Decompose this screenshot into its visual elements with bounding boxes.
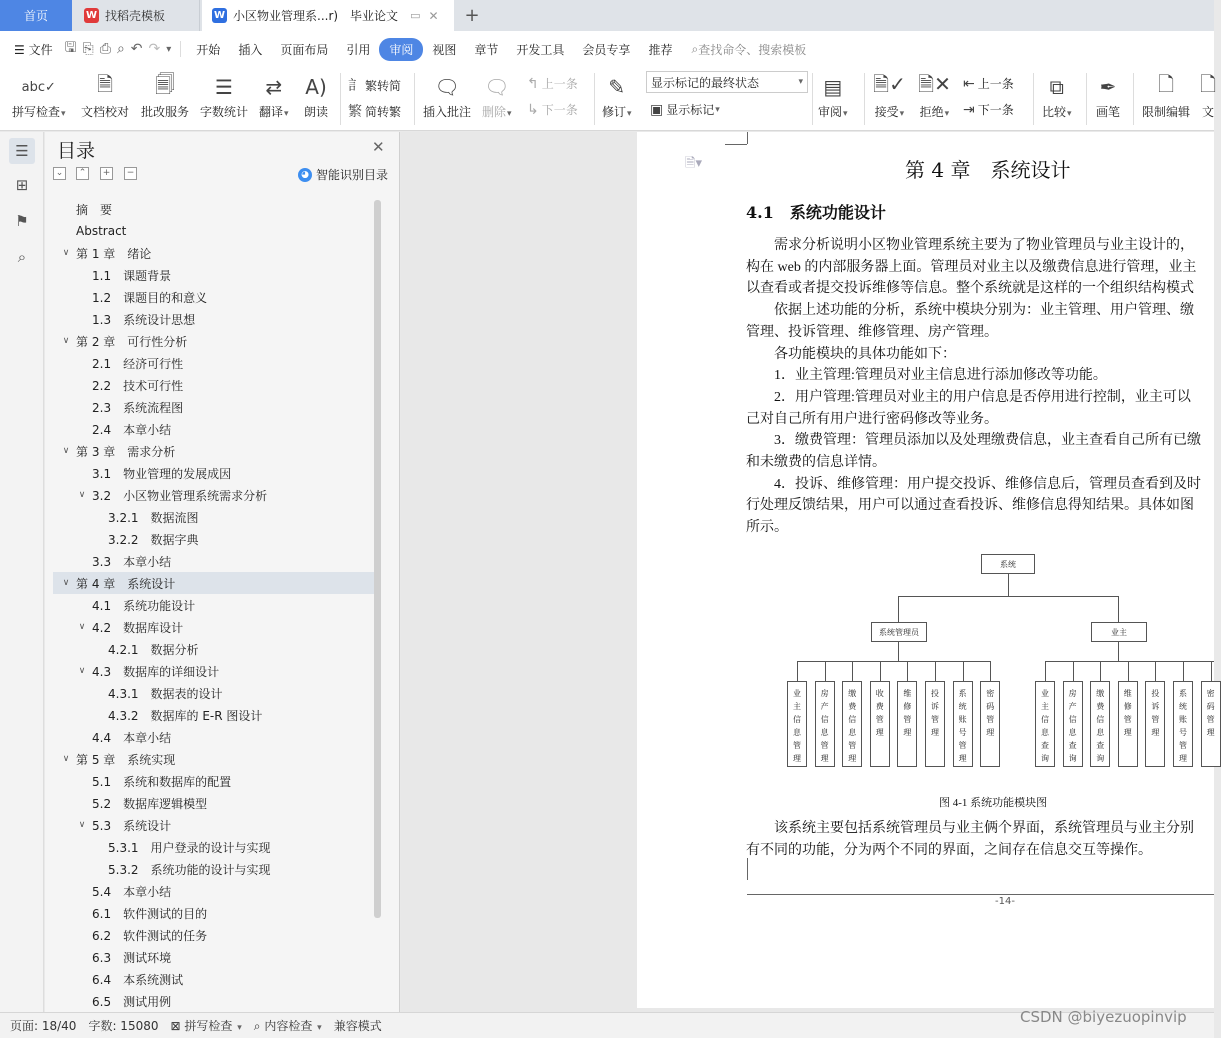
chevron-down-icon[interactable]: ∨ bbox=[78, 666, 86, 676]
restrict-edit-label: 限制编辑 bbox=[1142, 105, 1191, 119]
toc-item[interactable] bbox=[53, 572, 375, 594]
search-icon: ⌕ bbox=[691, 41, 699, 56]
review-ribbon bbox=[0, 67, 1217, 131]
next-comment-label: 下一条 bbox=[541, 103, 578, 117]
toc-item[interactable] bbox=[53, 264, 375, 286]
toc-item[interactable] bbox=[53, 748, 375, 770]
toc-item[interactable] bbox=[53, 616, 375, 638]
undo-icon[interactable]: ↶ bbox=[130, 41, 143, 57]
toc-panel bbox=[45, 132, 400, 1012]
diagram-connector bbox=[1183, 661, 1184, 681]
body-line: 依据上述功能的分析，系统中模块分别为：业主管理、用户管理、缴 bbox=[746, 303, 1194, 319]
diagram-connector bbox=[1100, 661, 1101, 681]
trad-to-simp-icon: 訁 bbox=[348, 78, 362, 94]
collapse-all-icon[interactable]: ⌄ bbox=[53, 167, 66, 180]
toc-list bbox=[53, 198, 375, 1010]
toc-item-label: 3.3 本章小结 bbox=[92, 554, 172, 569]
body-line: 构在 web 的内部服务器上面。管理员对业主以及缴费信息进行管理，业主 bbox=[746, 259, 1197, 275]
toc-item-label: 4.3 数据库的详细设计 bbox=[92, 664, 220, 679]
toc-item[interactable] bbox=[53, 902, 375, 924]
translate-icon: ⇄ bbox=[265, 75, 283, 99]
toc-item-label: 4.3.1 数据表的设计 bbox=[108, 686, 223, 701]
toc-item[interactable] bbox=[53, 374, 375, 396]
chevron-down-icon[interactable]: ∨ bbox=[62, 336, 70, 346]
smart-toc-button[interactable] bbox=[298, 166, 388, 183]
content-check-status[interactable]: ⌕ 内容检查 ▾ bbox=[253, 1019, 322, 1033]
toc-item[interactable] bbox=[53, 858, 375, 880]
spellcheck-status[interactable]: ⊠ 拼写检查 ▾ bbox=[170, 1019, 242, 1033]
toc-item-label: Abstract bbox=[76, 224, 127, 238]
body-line: 1．业主管理:管理员对业主信息进行添加修改等功能。 bbox=[746, 368, 1107, 384]
toc-item-label: 5.3.2 系统功能的设计与实现 bbox=[108, 862, 271, 877]
toc-item[interactable] bbox=[53, 880, 375, 902]
toc-item-label: 3.2.1 数据流图 bbox=[108, 510, 199, 525]
diagram-owner-node: 业主 bbox=[1091, 622, 1147, 642]
simp-to-trad-button[interactable] bbox=[348, 101, 401, 121]
body-line: 管理、投诉管理、维修管理、房产管理。 bbox=[746, 324, 998, 340]
ribbon-divider bbox=[864, 73, 865, 125]
figure-caption: 图 4-1 系统功能模块图 bbox=[939, 797, 1048, 809]
watermark: CSDN @biyezuopinvip bbox=[1020, 1008, 1187, 1026]
toc-item-label: 4.2 数据库设计 bbox=[92, 620, 184, 635]
toc-item-label: 6.2 软件测试的任务 bbox=[92, 928, 208, 943]
menu-item[interactable]: 推荐 bbox=[648, 42, 673, 57]
file-menu[interactable] bbox=[0, 41, 62, 58]
diagram-leaf-node: 房 产 信 息 管 理 bbox=[815, 681, 835, 767]
menu-item[interactable]: 会员专享 bbox=[582, 42, 631, 57]
chevron-down-icon[interactable]: ∨ bbox=[78, 622, 86, 632]
content-check-icon: ⌕ bbox=[253, 1019, 261, 1033]
toc-item-label: 5.2 数据库逻辑模型 bbox=[92, 796, 208, 811]
chevron-down-icon[interactable]: ∨ bbox=[62, 446, 70, 456]
remove-heading-icon[interactable]: − bbox=[124, 167, 137, 180]
page-number: -14- bbox=[995, 896, 1015, 907]
simp-to-trad-label: 简转繁 bbox=[365, 104, 402, 119]
trad-to-simp-button[interactable] bbox=[348, 75, 401, 95]
diagram-leaf-node: 业 主 信 息 查 询 bbox=[1035, 681, 1055, 767]
toc-item-label: 1.1 课题背景 bbox=[92, 268, 172, 283]
body-line: 行处理反馈结果，用户可以通过查看投诉、维修信息得知结果。具体如图 bbox=[746, 498, 1194, 514]
document-page[interactable] bbox=[637, 132, 1214, 1008]
menu-bar bbox=[0, 31, 1214, 67]
trad-to-simp-label: 繁转简 bbox=[365, 78, 402, 93]
menu-item[interactable]: 引用 bbox=[346, 42, 371, 57]
search-box[interactable] bbox=[691, 41, 806, 58]
review-label: 审阅 bbox=[818, 105, 843, 119]
comment-delete-icon: 🗨 bbox=[484, 75, 510, 99]
chevron-down-icon[interactable]: ∨ bbox=[62, 754, 70, 764]
tab-document[interactable] bbox=[202, 0, 454, 31]
diagram-leaf-node: 业 主 信 息 管 理 bbox=[787, 681, 807, 767]
diagram-connector bbox=[898, 596, 899, 622]
smart-toc-label: 智能识别目录 bbox=[316, 168, 389, 182]
tab-template-label: 找稻壳模板 bbox=[105, 9, 166, 23]
diagram-connector bbox=[1118, 596, 1119, 622]
prev-comment-icon: ↰ bbox=[527, 75, 539, 92]
diagram-connector bbox=[880, 661, 881, 681]
show-markup-button[interactable]: ▣ 显示标记 ▾ bbox=[650, 101, 720, 118]
speaker-icon: A) bbox=[305, 75, 327, 99]
ribbon-divider bbox=[1033, 73, 1034, 125]
track-changes-label: 修订 bbox=[602, 105, 627, 119]
translate-button[interactable]: ⇄ 翻译▾ bbox=[259, 71, 289, 120]
toc-item[interactable] bbox=[53, 220, 375, 242]
menu-item[interactable]: 开始 bbox=[196, 42, 221, 57]
toc-item[interactable] bbox=[53, 704, 375, 726]
chapter-title: 第 4 章 系统设计 bbox=[905, 158, 1071, 182]
review-pane-icon: ▤ bbox=[823, 75, 843, 99]
monitor-icon[interactable]: ▭ bbox=[410, 9, 421, 22]
diagram-connector bbox=[825, 661, 826, 681]
accept-label: 接受 bbox=[874, 105, 899, 119]
toc-item[interactable] bbox=[53, 770, 375, 792]
spellcheck-icon: ⊠ bbox=[170, 1019, 181, 1033]
accept-button[interactable]: 🗎✓ 接受▾ bbox=[873, 72, 906, 119]
menu-item[interactable]: 开发工具 bbox=[516, 42, 565, 57]
toc-item-label: 2.1 经济可行性 bbox=[92, 356, 184, 371]
menu-item[interactable]: 视图 bbox=[432, 42, 457, 57]
ribbon-divider bbox=[340, 73, 341, 125]
comment-add-icon: 🗨 bbox=[434, 75, 460, 99]
ribbon-divider bbox=[594, 73, 595, 125]
simp-to-trad-icon: 繁 bbox=[348, 104, 362, 120]
toc-item[interactable] bbox=[53, 682, 375, 704]
diagram-connector bbox=[1118, 642, 1119, 661]
diagram-leaf-node: 缴 费 信 息 管 理 bbox=[842, 681, 862, 767]
diagram-leaf-node: 系 统 账 号 管 理 bbox=[953, 681, 973, 767]
chevron-down-icon[interactable]: ∨ bbox=[62, 248, 70, 258]
word-count-button[interactable] bbox=[200, 71, 248, 120]
toc-item-label: 3.2.2 数据字典 bbox=[108, 532, 199, 547]
expand-all-icon[interactable]: ⌃ bbox=[76, 167, 89, 180]
diagram-leaf-node: 缴 费 信 息 查 询 bbox=[1090, 681, 1110, 767]
save-icon[interactable]: 🖫 bbox=[64, 40, 77, 56]
diagram-connector bbox=[1155, 661, 1156, 681]
toc-item-label: 第 2 章 可行性分析 bbox=[76, 334, 188, 349]
batch-service-button[interactable] bbox=[141, 71, 189, 120]
show-markup-icon: ▣ bbox=[650, 101, 664, 118]
body-line: 3．缴费管理：管理员添加以及处理缴费信息，业主查看自己所有已缴 bbox=[746, 433, 1201, 449]
footer-rule bbox=[747, 894, 1214, 895]
toc-item[interactable] bbox=[53, 528, 375, 550]
delete-label: 删除 bbox=[482, 105, 507, 119]
compat-mode: 兼容模式 bbox=[333, 1019, 382, 1033]
toc-item[interactable] bbox=[53, 792, 375, 814]
redo-icon[interactable]: ↷ bbox=[148, 41, 161, 57]
page-indicator[interactable]: 页面: 18/40 bbox=[10, 1019, 77, 1033]
toc-item[interactable] bbox=[53, 286, 375, 308]
menu-divider bbox=[180, 41, 181, 57]
compare-label: 比较 bbox=[1042, 105, 1067, 119]
compare-button[interactable]: ⧉ 比较▾ bbox=[1042, 71, 1072, 120]
body-line: 2．用户管理:管理员对业主的用户信息是否停用进行控制，业主可以 bbox=[746, 389, 1191, 405]
tab-home[interactable] bbox=[0, 0, 72, 31]
proof-icon: 🗎 bbox=[96, 72, 114, 96]
word-count-icon: ☰ bbox=[215, 75, 233, 99]
prev-change-button[interactable] bbox=[963, 75, 1014, 92]
restrict-edit-button[interactable] bbox=[1142, 71, 1190, 120]
toc-item-label: 4.1 系统功能设计 bbox=[92, 598, 196, 613]
read-aloud-button[interactable] bbox=[304, 71, 328, 120]
ribbon-divider bbox=[1086, 73, 1087, 125]
diagram-leaf-node: 密 码 管 理 bbox=[1201, 681, 1221, 767]
diagram-connector bbox=[1008, 574, 1009, 596]
prev-change-icon: ⇤ bbox=[963, 75, 975, 92]
hamburger-icon: ☰ bbox=[14, 42, 25, 57]
diagram-connector bbox=[1128, 661, 1129, 681]
ribbon-divider bbox=[414, 73, 415, 125]
body-line: 有不同的功能，分为两个不同的界面，之间存在信息交互等操作。 bbox=[746, 843, 1152, 858]
toc-item-label: 5.3.1 用户登录的设计与实现 bbox=[108, 840, 271, 855]
toc-item[interactable] bbox=[53, 594, 375, 616]
docer-logo-icon: W bbox=[85, 10, 98, 21]
print-icon[interactable]: ⎙ bbox=[99, 41, 111, 57]
diagram-leaf-node: 投 诉 管 理 bbox=[925, 681, 945, 767]
body-line: 该系统主要包括系统管理员与业主俩个界面，系统管理员与业主分别 bbox=[746, 821, 1194, 836]
toc-item[interactable] bbox=[53, 924, 375, 946]
chevron-down-icon[interactable]: ∨ bbox=[78, 490, 86, 500]
toc-item-label: 3.1 物业管理的发展成因 bbox=[92, 466, 232, 481]
toc-item[interactable] bbox=[53, 638, 375, 660]
document-side-icon[interactable]: 🗎▾ bbox=[685, 156, 702, 171]
insert-comment-button[interactable] bbox=[423, 71, 471, 120]
pen-label: 画笔 bbox=[1096, 105, 1121, 119]
doc-proof-label: 文档校对 bbox=[81, 105, 130, 119]
new-tab-button[interactable]: + bbox=[464, 5, 480, 26]
body-line: 各功能模块的具体功能如下： bbox=[746, 346, 956, 362]
batch-review-icon: 🗐 bbox=[155, 72, 175, 96]
menu-item[interactable]: 页面布局 bbox=[280, 42, 329, 57]
toc-item[interactable] bbox=[53, 396, 375, 418]
crop-mark bbox=[747, 858, 748, 880]
toc-item[interactable] bbox=[53, 418, 375, 440]
tab-bar bbox=[0, 0, 1214, 31]
diagram-connector bbox=[1045, 661, 1046, 681]
diagram-leaf-node: 系 统 账 号 管 理 bbox=[1173, 681, 1193, 767]
diagram-connector bbox=[797, 661, 798, 681]
ai-icon: ◕ bbox=[298, 168, 312, 182]
read-aloud-label: 朗读 bbox=[304, 105, 329, 119]
search-placeholder: 查找命令、搜索模板 bbox=[698, 42, 807, 57]
pen-icon: ✒ bbox=[1099, 75, 1117, 99]
toc-item[interactable] bbox=[53, 242, 375, 264]
diagram-connector bbox=[852, 661, 853, 681]
diagram-leaf-node: 房 产 信 息 查 询 bbox=[1063, 681, 1083, 767]
export-icon[interactable]: ⎘ bbox=[82, 41, 94, 57]
reject-label: 拒绝 bbox=[919, 105, 944, 119]
close-icon[interactable]: ✕ bbox=[372, 138, 385, 156]
diagram-connector bbox=[1045, 661, 1214, 662]
diagram-connector bbox=[963, 661, 964, 681]
content-check-label: 内容检查 bbox=[264, 1019, 313, 1033]
toc-item[interactable] bbox=[53, 330, 375, 352]
markup-state-value: 显示标记的最终状态 bbox=[651, 75, 760, 90]
body-line: 4．投诉、维修管理：用户提交投诉、维修信息后，管理员查看到及时 bbox=[746, 476, 1201, 492]
markup-state-select[interactable] bbox=[646, 71, 808, 93]
word-count-label: 字数统计 bbox=[200, 105, 249, 119]
close-icon[interactable]: ✕ bbox=[428, 8, 439, 23]
body-line: 以查看或者提交投诉维修等信息。整个系统就是这样的一个组织结构模式 bbox=[746, 281, 1194, 297]
spellcheck-status-label: 拼写检查 bbox=[184, 1019, 233, 1033]
diagram-leaf-node: 维 修 管 理 bbox=[897, 681, 917, 767]
toc-item-label: 第 1 章 绪论 bbox=[76, 246, 152, 261]
toc-item-label: 2.4 本章小结 bbox=[92, 422, 172, 437]
toc-item[interactable] bbox=[53, 814, 375, 836]
tab-document-label: 小区物业管理系...r) 毕业论文 bbox=[233, 9, 399, 23]
menu-item[interactable]: 插入 bbox=[238, 42, 263, 57]
toc-item[interactable] bbox=[53, 836, 375, 858]
body-line: 需求分析说明小区物业管理系统主要为了物业管理员与业主设计的， bbox=[746, 238, 1194, 253]
doc-rights-icon: 🗋 bbox=[1200, 72, 1217, 96]
diagram-leaf-node: 密 码 管 理 bbox=[980, 681, 1000, 767]
writer-logo-icon: W bbox=[213, 10, 226, 21]
toc-item-label: 6.3 测试环境 bbox=[92, 950, 172, 965]
body-line: 和未缴费的信息详情。 bbox=[746, 455, 886, 470]
reject-button[interactable]: 🗎✕ 拒绝▾ bbox=[918, 72, 951, 119]
toc-scrollbar[interactable] bbox=[374, 200, 381, 918]
doc-proof-button[interactable] bbox=[81, 71, 129, 120]
chevron-down-icon[interactable]: ∨ bbox=[78, 820, 86, 830]
diagram-connector bbox=[935, 661, 936, 681]
toc-icon[interactable]: ☰ bbox=[9, 138, 35, 164]
doc-rights-button[interactable] bbox=[1200, 71, 1216, 120]
toc-item-label: 2.2 技术可行性 bbox=[92, 378, 184, 393]
toc-item[interactable] bbox=[53, 990, 375, 1012]
tab-home-label: 首页 bbox=[23, 9, 48, 23]
toc-item[interactable] bbox=[53, 352, 375, 374]
toc-item-label: 5.1 系统和数据库的配置 bbox=[92, 774, 232, 789]
toc-item-label: 4.2.1 数据分析 bbox=[108, 642, 199, 657]
toc-item[interactable] bbox=[53, 946, 375, 968]
preview-icon[interactable]: ⌕ bbox=[116, 41, 125, 57]
toc-item-label: 第 5 章 系统实现 bbox=[76, 752, 176, 767]
pen-button[interactable] bbox=[1096, 71, 1120, 120]
crop-mark bbox=[725, 144, 747, 145]
compare-icon: ⧉ bbox=[1049, 75, 1064, 99]
toc-item[interactable] bbox=[53, 506, 375, 528]
toc-item[interactable] bbox=[53, 660, 375, 682]
toc-item-label: 6.1 软件测试的目的 bbox=[92, 906, 208, 921]
diagram-connector bbox=[990, 661, 991, 681]
chevron-down-icon[interactable]: ∨ bbox=[62, 578, 70, 588]
diagram-connector bbox=[1211, 661, 1212, 681]
toc-item[interactable] bbox=[53, 440, 375, 462]
next-change-button[interactable] bbox=[963, 101, 1014, 118]
diagram-admin-node: 系统管理员 bbox=[871, 622, 927, 642]
track-changes-button[interactable]: ✎ 修订▾ bbox=[602, 71, 632, 120]
prev-change-label: 上一条 bbox=[977, 77, 1014, 91]
spellcheck-button[interactable]: abc✓ 拼写检查▾ bbox=[12, 71, 66, 120]
diagram-leaf-node: 投 诉 管 理 bbox=[1145, 681, 1165, 767]
toc-item-label: 6.5 测试用例 bbox=[92, 994, 172, 1009]
insert-comment-label: 插入批注 bbox=[423, 105, 472, 119]
body-line: 所示。 bbox=[746, 520, 788, 536]
ribbon-divider bbox=[812, 73, 813, 125]
review-pane-button[interactable]: ▤ 审阅▾ bbox=[818, 71, 848, 120]
next-change-icon: ⇥ bbox=[963, 101, 975, 118]
menu-item[interactable]: 章节 bbox=[474, 42, 499, 57]
toc-item[interactable] bbox=[53, 462, 375, 484]
diagram-connector bbox=[898, 642, 899, 661]
prev-comment-button[interactable] bbox=[527, 75, 578, 92]
toc-item-label: 3.2 小区物业管理系统需求分析 bbox=[92, 488, 268, 503]
lock-doc-icon: 🗋 bbox=[1157, 72, 1175, 96]
next-change-label: 下一条 bbox=[977, 103, 1014, 117]
toc-item[interactable] bbox=[53, 198, 375, 220]
diagram-connector bbox=[898, 596, 1119, 597]
prev-comment-label: 上一条 bbox=[541, 77, 578, 91]
accept-icon: 🗎✓ bbox=[873, 72, 906, 96]
section-title: 4.1 系统功能设计 bbox=[746, 203, 886, 222]
toc-item[interactable] bbox=[53, 550, 375, 572]
crop-mark bbox=[747, 132, 748, 144]
next-comment-icon: ↳ bbox=[527, 101, 539, 118]
toc-item-label: 1.2 课题目的和意义 bbox=[92, 290, 208, 305]
chevron-down-icon: ▾ bbox=[798, 77, 803, 87]
toc-item-label: 第 4 章 系统设计 bbox=[76, 576, 176, 591]
toc-item-label: 1.3 系统设计思想 bbox=[92, 312, 196, 327]
tab-template[interactable] bbox=[72, 0, 200, 31]
translate-label: 翻译 bbox=[259, 105, 284, 119]
file-menu-label: 文件 bbox=[28, 42, 53, 57]
diagram-root-node: 系统 bbox=[981, 554, 1035, 574]
diagram-connector bbox=[1073, 661, 1074, 681]
search-icon[interactable]: ⌕ bbox=[17, 248, 27, 266]
diagram-leaf-node: 收 费 管 理 bbox=[870, 681, 890, 767]
show-markup-label: 显示标记 bbox=[666, 103, 715, 117]
toc-item[interactable] bbox=[53, 726, 375, 748]
toc-item-label: 6.4 本系统测试 bbox=[92, 972, 184, 987]
delete-comment-button[interactable]: 🗨 删除▾ bbox=[482, 71, 512, 120]
navigation-strip bbox=[0, 132, 44, 1012]
toc-item-label: 摘 要 bbox=[76, 202, 113, 217]
diagram-leaf-node: 维 修 管 理 bbox=[1118, 681, 1138, 767]
toc-item-label: 第 3 章 需求分析 bbox=[76, 444, 176, 459]
toc-title: 目录 bbox=[57, 140, 96, 162]
menu-items bbox=[187, 38, 681, 61]
spellcheck-label: 拼写检查 bbox=[12, 105, 61, 119]
bookmark-icon[interactable]: ⚑ bbox=[15, 212, 29, 230]
spellcheck-icon: abc✓ bbox=[21, 79, 56, 95]
customize-icon[interactable]: ▾ bbox=[166, 43, 172, 55]
diagram-connector bbox=[797, 661, 990, 662]
doc-rights-label: 文 bbox=[1202, 105, 1215, 119]
word-count-indicator[interactable]: 字数: 15080 bbox=[88, 1019, 159, 1033]
body-line: 己对自己所有用户进行密码修改等业务。 bbox=[746, 411, 998, 427]
add-heading-icon[interactable]: + bbox=[100, 167, 113, 180]
ribbon-divider bbox=[1133, 73, 1134, 125]
chapter-nav-icon[interactable]: ⊞ bbox=[15, 176, 29, 194]
toc-item[interactable] bbox=[53, 968, 375, 990]
toc-item-label: 5.3 系统设计 bbox=[92, 818, 172, 833]
reject-icon: 🗎✕ bbox=[918, 72, 951, 96]
toc-item-label: 4.4 本章小结 bbox=[92, 730, 172, 745]
menu-item[interactable]: 审阅 bbox=[379, 38, 423, 61]
batch-service-label: 批改服务 bbox=[141, 105, 190, 119]
toc-item-label: 2.3 系统流程图 bbox=[92, 400, 184, 415]
next-comment-button[interactable] bbox=[527, 101, 578, 118]
toc-item-label: 4.3.2 数据库的 E-R 图设计 bbox=[108, 708, 263, 723]
toc-item[interactable] bbox=[53, 484, 375, 506]
track-changes-icon: ✎ bbox=[608, 75, 626, 99]
toc-item-label: 5.4 本章小结 bbox=[92, 884, 172, 899]
diagram-connector bbox=[907, 661, 908, 681]
toc-item[interactable] bbox=[53, 308, 375, 330]
